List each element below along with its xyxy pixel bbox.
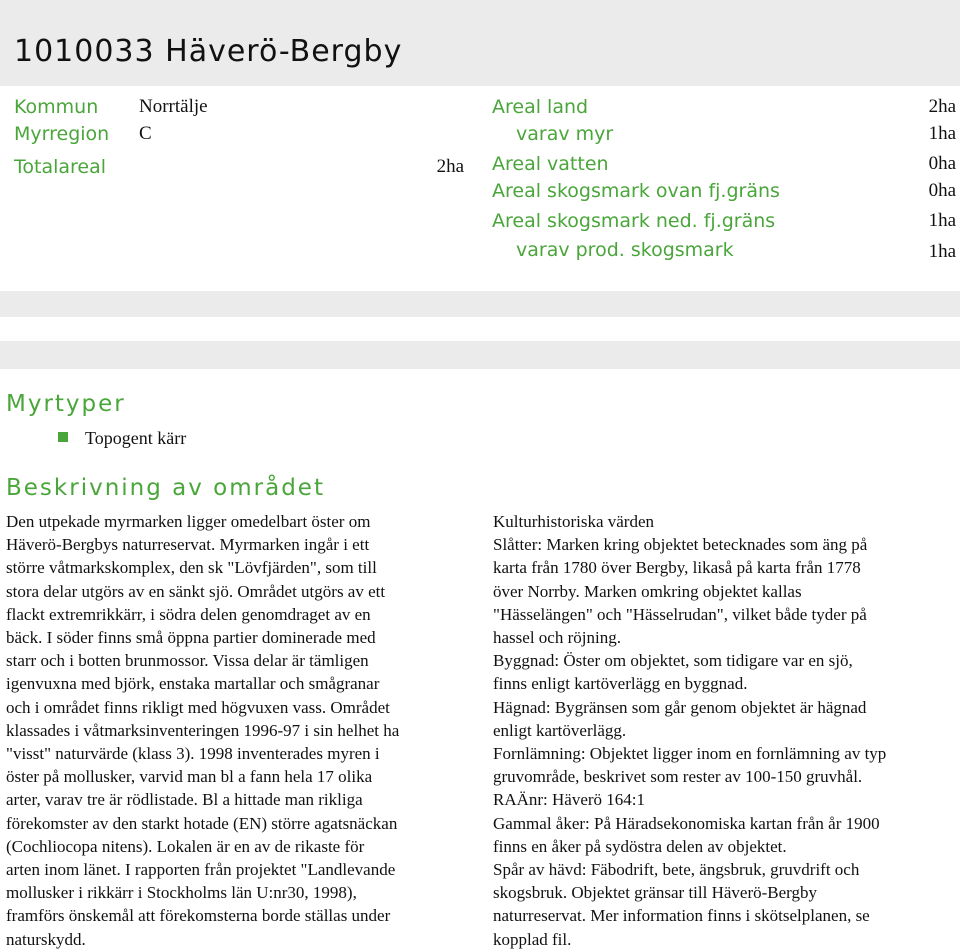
myrtyp-item: Topogent kärr (85, 428, 187, 448)
skogsmark-ned-label: Areal skogsmark ned. fj.gräns (492, 210, 776, 232)
cultural-history-line: skogsbruk. Objektet gränsar till Häverö-Bergby (493, 883, 818, 903)
description-line: starr och i botten brunmossor. Vissa delar är tämligen (6, 651, 369, 671)
cultural-history-line: Gammal åker: På Häradsekonomiska kartan från år 1900 (493, 813, 880, 833)
cultural-history-line: Hägnad: Bygränsen som går genom objektet är hägnad (493, 697, 867, 717)
totalareal-value: 2ha (436, 156, 464, 177)
cultural-history-line: finns enligt kartöverlägg en byggnad. (493, 674, 748, 694)
cultural-history-line: Fornlämning: Objektet ligger inom en fornlämning av typ (493, 744, 887, 764)
cultural-history-line: naturreservat. Mer information finns i skötselplanen, se (493, 906, 870, 926)
description-line: mollusker i rikkärr i Stockholms län U:nr30, 1998), (6, 883, 357, 903)
description-right-column (493, 510, 958, 951)
cultural-history-line: RAÄnr: Häverö 164:1 (493, 790, 646, 810)
description-line: arten inom länet. I rapporten från projektet "Landlevande (6, 860, 396, 880)
description-line: arter, varav tre är rödlistade. Bl a hittade man rikliga (6, 790, 363, 810)
areal-land-value: 2ha (928, 96, 956, 117)
cultural-history-line: Kulturhistoriska värden (493, 512, 654, 531)
kommun-value: Norrtälje (139, 96, 208, 117)
cultural-history-line: Byggnad: Öster om objektet, som tidigare var en sjö, (493, 651, 853, 671)
cultural-history-line: Spår av hävd: Fäbodrift, bete, ängsbruk, gruvdrift och (493, 860, 860, 880)
cultural-history-line: gruvområde, beskrivet som rester av 100-150 gruvhål. (493, 767, 863, 787)
description-left-column (6, 510, 476, 951)
description-line: (Cochliocopa nitens). Lokalen är en av de rikaste för (6, 836, 365, 856)
skogsmark-ned-value: 1ha (928, 210, 956, 231)
totalareal-label: Totalareal (14, 156, 107, 178)
description-line: klassades i våtmarksinventeringen 1996-97 i sin helhet ha (6, 720, 400, 740)
gray-band-2 (0, 341, 960, 369)
varav-myr-label: varav myr (516, 123, 614, 145)
skogsmark-ovan-label: Areal skogsmark ovan fj.gräns (492, 180, 780, 202)
cultural-history-line: hassel och röjning. (493, 628, 621, 648)
prod-skogsmark-value: 1ha (928, 241, 956, 262)
prod-skogsmark-label: varav prod. skogsmark (516, 239, 734, 261)
beskrivning-heading: Beskrivning av området (6, 475, 325, 501)
cultural-history-line: enligt kartöverlägg. (493, 720, 627, 740)
cultural-history-line: över Norrby. Marken omkring objektet kallas (493, 581, 802, 601)
description-line: framförs önskemål att förekomsterna borde ställas under (6, 906, 391, 926)
areal-vatten-label: Areal vatten (492, 153, 609, 175)
cultural-history-line: Slåtter: Marken kring objektet betecknades som äng på (493, 535, 868, 555)
page-title: 1010033 Häverö-Bergby (14, 34, 403, 69)
myrregion-value: C (139, 123, 152, 144)
description-line: större våtmarkskomplex, den sk "Lövfjärden", som till (6, 558, 377, 578)
kommun-label: Kommun (14, 96, 99, 118)
description-line: förekomster av den starkt hotade (EN) större agatsnäckan (6, 813, 398, 833)
description-line: stora delar utgörs av en sänkt sjö. Området utgörs av ett (6, 581, 386, 601)
description-line: Den utpekade myrmarken ligger omedelbart öster om (6, 512, 371, 531)
description-line: bäck. I söder finns små öppna partier dominerade med (6, 628, 376, 648)
gray-band-1 (0, 291, 960, 317)
description-line: igenvuxna med björk, enstaka martallar och smågranar (6, 674, 380, 694)
description-line: flackt extremrikkärr, i södra delen genomdraget av en (6, 604, 371, 624)
myrregion-label: Myrregion (14, 123, 110, 145)
cultural-history-line: kopplad fil. (493, 929, 572, 949)
myrtyper-heading: Myrtyper (6, 391, 126, 417)
description-line: naturskydd. (6, 929, 86, 949)
description-line: "visst" naturvärde (klass 3). 1998 inventerades myren i (6, 744, 380, 764)
varav-myr-value: 1ha (928, 123, 956, 144)
cultural-history-line: "Hässelängen" och "Hässelrudan", vilket både tyder på (493, 604, 867, 624)
description-line: och i området finns rikligt med högvuxen vass. Området (6, 697, 390, 717)
description-line: öster på mollusker, varvid man bl a fann hela 17 olika (6, 767, 373, 787)
cultural-history-line: finns en åker på sydöstra delen av objektet. (493, 836, 787, 856)
areal-land-label: Areal land (492, 96, 589, 118)
bullet-square-icon (58, 432, 68, 442)
skogsmark-ovan-value: 0ha (928, 180, 956, 201)
description-line: Häverö-Bergbys naturreservat. Myrmarken ingår i ett (6, 535, 370, 555)
cultural-history-line: karta från 1780 över Bergby, likaså på karta från 1778 (493, 558, 861, 578)
areal-vatten-value: 0ha (928, 153, 956, 174)
